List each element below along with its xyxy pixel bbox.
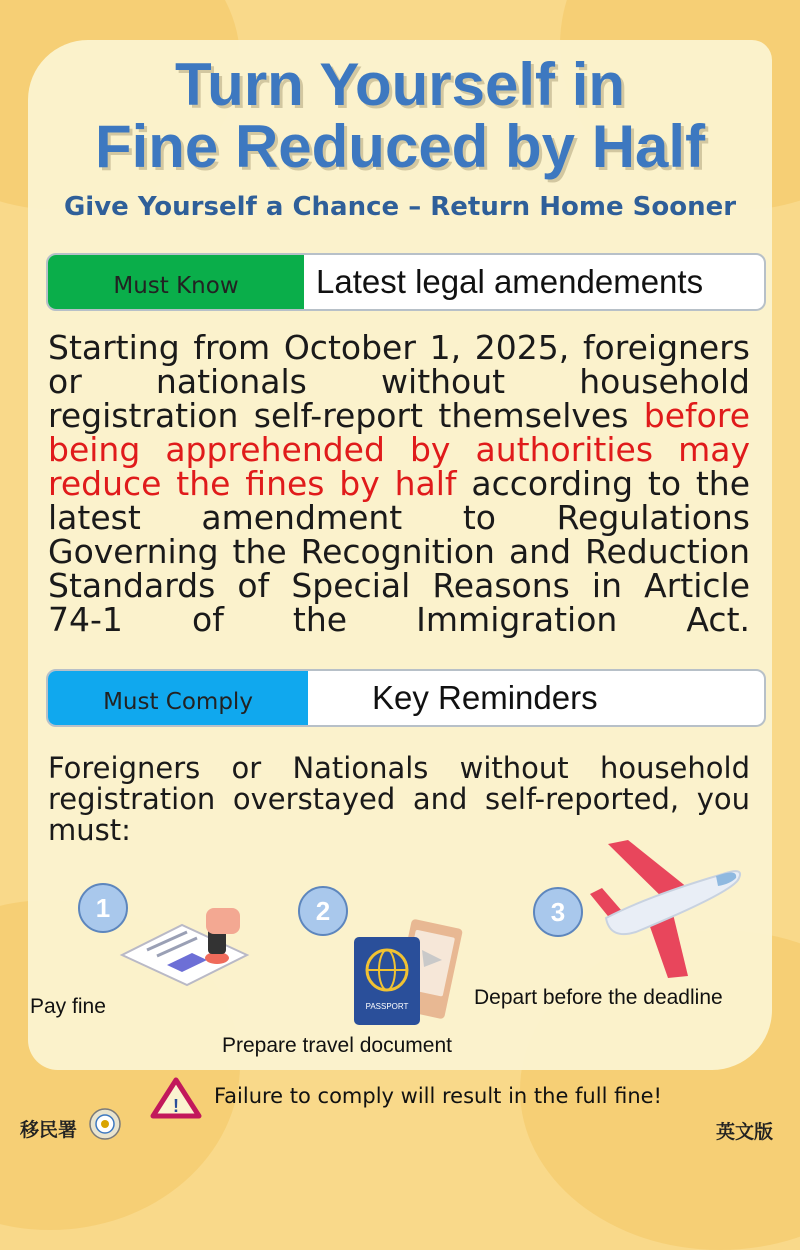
step-1-label: Pay fine bbox=[30, 995, 106, 1018]
version-label: 英文版 bbox=[716, 1121, 774, 1143]
step-3-label: Depart before the deadline bbox=[474, 986, 723, 1009]
svg-text:!: ! bbox=[173, 1096, 179, 1116]
warning-icon bbox=[150, 1077, 202, 1119]
subtitle: Give Yourself a Chance – Return Home Sooner bbox=[63, 192, 737, 222]
agency-emblem-icon bbox=[88, 1107, 122, 1141]
reminder-paragraph: Foreigners or Nationals without household registration overstayed and self-reported, you must: bbox=[48, 751, 750, 847]
must-comply-tag: Must Comply bbox=[48, 671, 308, 725]
section-bar-must-know bbox=[46, 253, 766, 311]
section-heading-reminders: Key Reminders bbox=[372, 679, 598, 716]
passport-text: PASSPORT bbox=[365, 1002, 409, 1011]
section-bar-must-comply bbox=[46, 669, 766, 727]
amendment-text-start: Starting from October 1, 2025, foreigners or nationals without household registration self-report themselves bbox=[48, 328, 750, 435]
step-2-label: Prepare travel document bbox=[222, 1034, 452, 1057]
section-heading-amendments: Latest legal amendements bbox=[316, 263, 704, 300]
amendment-highlight: before being apprehended by authorities may reduce the fines by half bbox=[48, 396, 750, 503]
title-line-2: Fine Reduced by Half bbox=[94, 113, 706, 180]
agency-name: 移民署 bbox=[20, 1119, 78, 1141]
title-line-1: Turn Yourself in bbox=[174, 51, 626, 118]
passport-icon bbox=[352, 915, 467, 1030]
step-2-number: 2 bbox=[298, 886, 348, 936]
stamp-document-icon bbox=[112, 900, 262, 990]
step-3-number: 3 bbox=[533, 887, 583, 937]
amendment-paragraph bbox=[48, 328, 750, 639]
warning-text: Failure to comply will result in the full fine! bbox=[214, 1084, 662, 1108]
must-know-tag: Must Know bbox=[48, 255, 304, 309]
amendment-text-end: according to the latest amendment to Regulations Governing the Recognition and Reduction Standards of Special Reasons in Article 74-1 of the Immigration Act. bbox=[48, 464, 750, 639]
airplane-icon bbox=[588, 836, 753, 981]
step-1-number: 1 bbox=[78, 883, 128, 933]
